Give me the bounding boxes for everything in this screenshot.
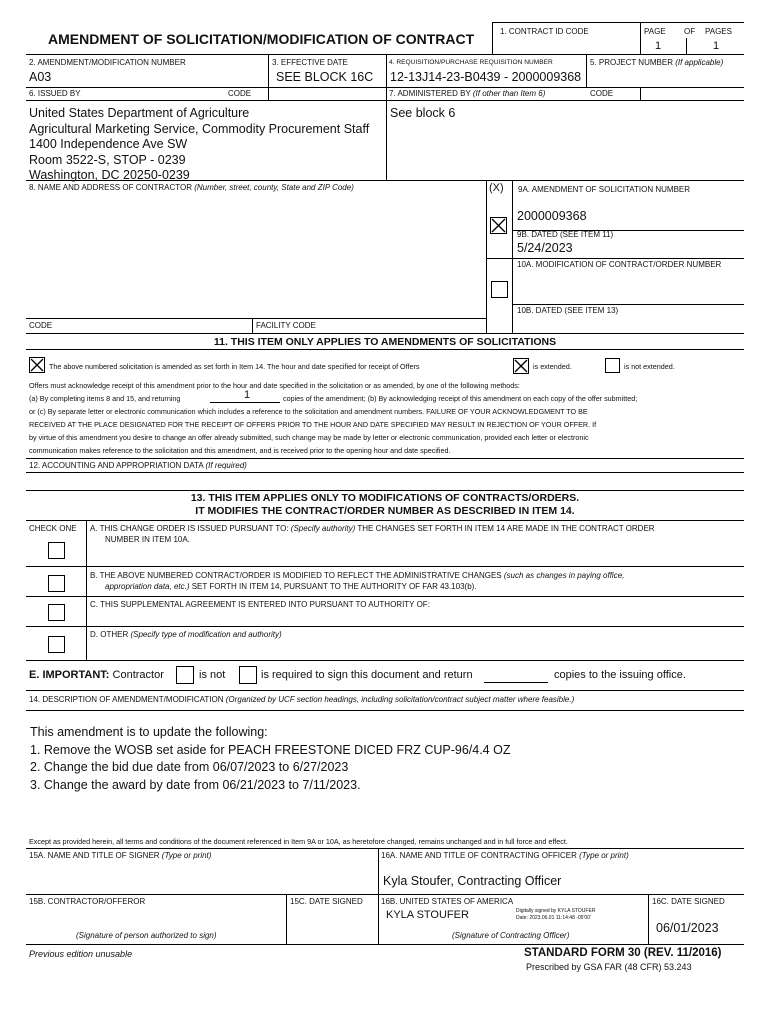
contractor-offeror-label: 15B. CONTRACTOR/OFFEROR xyxy=(29,897,146,906)
item13-title2: IT MODIFIES THE CONTRACT/ORDER NUMBER AS DESCRIBED IN ITEM 14. xyxy=(195,505,575,517)
item13b-note2: appropriation data, etc.) xyxy=(105,582,190,591)
check-x-icon xyxy=(491,218,506,233)
rule xyxy=(640,22,641,54)
item11-line4: or (c) By separate letter or electronic communication which includes a reference to the solicitation and amendment numbers. FAILURE OF YOUR ACKNOWLEDGMENT TO BE xyxy=(29,407,588,416)
item13d-note: (Specify type of modification and authority) xyxy=(130,630,282,639)
accounting-label xyxy=(29,461,247,470)
is-not-label: is not xyxy=(199,669,226,681)
project-number-note: (If applicable) xyxy=(675,58,724,67)
rule xyxy=(26,848,744,849)
address-line: United States Department of Agriculture xyxy=(29,106,250,120)
copies-underline xyxy=(210,402,280,403)
item14-note: (Organized by UCF section headings, including solicitation/contract subject matter where feasible.) xyxy=(225,695,575,704)
item14-description xyxy=(30,724,510,794)
signature-officer-label: (Signature of Contracting Officer) xyxy=(452,931,570,940)
item11-line3b: copies of the amendment; (b) By acknowledging receipt of this amendment on each copy of the offer submitted; xyxy=(283,394,638,403)
rule xyxy=(378,848,379,944)
item14-label-text: 14. DESCRIPTION OF AMENDMENT/MODIFICATION xyxy=(29,695,224,704)
rule xyxy=(26,690,744,691)
copies-tail-label: copies to the issuing office. xyxy=(554,669,686,681)
signer-name-label xyxy=(29,851,211,860)
rule xyxy=(26,472,744,473)
administered-by-label xyxy=(389,89,545,98)
signer-name-note: (Type or print) xyxy=(161,851,212,860)
effective-date-value[interactable]: SEE BLOCK 16C xyxy=(276,70,374,84)
of-label: OF xyxy=(684,27,696,36)
rule xyxy=(26,710,744,711)
officer-name-label xyxy=(381,851,629,860)
item13a-line1 xyxy=(90,524,655,533)
prescribed-by: Prescribed by GSA FAR (48 CFR) 53.243 xyxy=(526,962,692,972)
amend-solicitation-value[interactable]: 2000009368 xyxy=(517,209,587,223)
copies-return-underline xyxy=(484,682,548,683)
rule xyxy=(486,180,487,333)
check-9-checkbox[interactable] xyxy=(490,217,507,234)
contractor-label xyxy=(29,183,354,192)
date-signed-16c-value[interactable]: 06/01/2023 xyxy=(656,921,719,935)
signer-name-label-text: 15A. NAME AND TITLE OF SIGNER xyxy=(29,851,160,860)
rule xyxy=(286,894,287,944)
project-number-label-text: 5. PROJECT NUMBER xyxy=(590,58,673,67)
important-row xyxy=(29,669,164,681)
item13c-checkbox[interactable] xyxy=(48,604,65,621)
not-extended-checkbox[interactable] xyxy=(605,358,620,373)
digital-signature-line1: Digitally signed by KYLA STOUFER xyxy=(516,908,596,914)
page-number: 1 xyxy=(655,40,662,52)
rule xyxy=(26,54,744,55)
description-line: 2. Change the bid due date from 06/07/2023 to 6/27/2023 xyxy=(30,760,349,774)
item11-line3a: (a) By completing items 8 and 15, and returning xyxy=(29,394,181,403)
officer-name-value[interactable]: Kyla Stoufer, Contracting Officer xyxy=(383,874,562,888)
digital-signature-line2: Date: 2023.06.01 11:14:48 -05'00' xyxy=(516,915,591,921)
amend-number-label: 2. AMENDMENT/MODIFICATION NUMBER xyxy=(29,58,186,67)
contractor-label-text: 8. NAME AND ADDRESS OF CONTRACTOR xyxy=(29,183,192,192)
rule xyxy=(386,54,387,180)
not-extended-label: is not extended. xyxy=(624,362,675,371)
item11-line7: communication makes reference to the solicitation and this amendment, and is received prior to the opening hour and date specified. xyxy=(29,446,451,455)
rule xyxy=(268,54,269,100)
is-required-label: is required to sign this document and return xyxy=(261,669,473,681)
rule xyxy=(26,318,486,319)
modification-contract-label: 10A. MODIFICATION OF CONTRACT/ORDER NUMBER xyxy=(517,260,722,269)
item13b-note: (such as changes in paying office, xyxy=(503,571,625,580)
rule xyxy=(26,333,744,334)
copies-value[interactable]: 1 xyxy=(244,389,251,401)
accounting-note: (If required) xyxy=(205,461,247,470)
officer-name-note: (Type or print) xyxy=(579,851,629,860)
rule xyxy=(26,944,744,945)
rule xyxy=(486,258,744,259)
dated-9b-value[interactable]: 5/24/2023 xyxy=(517,241,573,255)
item13b-line2 xyxy=(105,582,477,591)
description-line: This amendment is to update the following: xyxy=(30,725,268,739)
rule xyxy=(86,520,87,660)
description-line: 1. Remove the WOSB set aside for PEACH FREESTONE DICED FRZ CUP-96/4.4 OZ xyxy=(30,742,511,757)
rule xyxy=(26,626,744,627)
item11-line1: The above numbered solicitation is amended as set forth in Item 14. The hour and date specified for receipt of Offers xyxy=(49,362,420,371)
form-number: STANDARD FORM 30 (REV. 11/2016) xyxy=(524,947,722,959)
address-line: Washington, DC 20250-0239 xyxy=(29,168,190,182)
page-label: PAGE xyxy=(644,27,666,36)
effective-date-label: 3. EFFECTIVE DATE xyxy=(272,58,348,67)
x-column-label: (X) xyxy=(489,182,504,194)
item13c-text: C. THIS SUPPLEMENTAL AGREEMENT IS ENTERED INTO PURSUANT TO AUTHORITY OF: xyxy=(90,600,430,609)
issued-by-label: 6. ISSUED BY xyxy=(29,89,81,98)
signature-person-label: (Signature of person authorized to sign) xyxy=(76,931,217,940)
rule xyxy=(26,458,744,459)
item13a-checkbox[interactable] xyxy=(48,542,65,559)
item13d-line xyxy=(90,630,282,639)
item13b-tail: SET FORTH IN ITEM 14, PURSUANT TO THE AUTHORITY OF FAR 43.103(b). xyxy=(189,582,477,591)
rule xyxy=(512,304,744,305)
rule xyxy=(586,54,587,87)
item11-line5: RECEIVED AT THE PLACE DESIGNATED FOR THE RECEIPT OF OFFERS PRIOR TO THE HOUR AND DATE SPECIFIED MAY RESULT IN REJECTION OF YOUR OFFER. If xyxy=(29,420,597,429)
item13b-line1 xyxy=(90,571,624,580)
item11-line6: by virtue of this amendment you desire to change an offer already submitted, such change may be made by letter or electronic communication, provided each letter or electronic xyxy=(29,433,589,442)
contractor-label-note: (Number, street, county, State and ZIP Code) xyxy=(194,183,354,192)
contractor-code-label: CODE xyxy=(29,321,53,330)
rule xyxy=(26,596,744,597)
rule xyxy=(640,87,641,100)
item13a-text: A. THIS CHANGE ORDER IS ISSUED PURSUANT TO: xyxy=(90,524,289,533)
rule xyxy=(26,87,744,88)
rule xyxy=(26,349,744,350)
item11-title: 11. THIS ITEM ONLY APPLIES TO AMENDMENTS OF SOLICITATIONS xyxy=(213,336,557,348)
address-line: Room 3522-S, STOP - 0239 xyxy=(29,152,186,167)
item13d-checkbox[interactable] xyxy=(48,636,65,653)
requisition-label: 4. REQUISITION/PURCHASE REQUISITION NUMBER xyxy=(389,59,553,66)
item13-title1: 13. THIS ITEM APPLIES ONLY TO MODIFICATIONS OF CONTRACTS/ORDERS. xyxy=(190,492,580,504)
item13a-line2: NUMBER IN ITEM 10A. xyxy=(105,535,190,544)
item13b-checkbox[interactable] xyxy=(48,575,65,592)
requisition-value[interactable]: 12-13J14-23-B0439 - 2000009368 xyxy=(390,70,582,84)
administered-by-note: (If other than Item 6) xyxy=(472,89,546,98)
extended-checkbox[interactable] xyxy=(513,358,529,374)
previous-edition-note: Previous edition unusable xyxy=(29,949,133,959)
is-not-checkbox[interactable] xyxy=(176,666,194,684)
item13a-note: (Specify authority) xyxy=(290,524,356,533)
rule xyxy=(26,490,744,491)
rule xyxy=(252,318,253,333)
item11-amended-checkbox[interactable] xyxy=(29,357,45,373)
item13b-text: B. THE ABOVE NUMBERED CONTRACT/ORDER IS MODIFIED TO REFLECT THE ADMINISTRATIVE CHANGES xyxy=(90,571,502,580)
important-contractor: Contractor xyxy=(112,669,164,681)
extended-label: is extended. xyxy=(533,362,572,371)
rule xyxy=(26,520,744,521)
dated-10b-label: 10B. DATED (SEE ITEM 13) xyxy=(517,306,619,315)
amend-solicitation-label: 9A. AMENDMENT OF SOLICITATION NUMBER xyxy=(518,185,691,194)
amend-number-value[interactable]: A03 xyxy=(29,70,52,84)
check-one-label: CHECK ONE xyxy=(29,524,77,533)
rule xyxy=(686,38,687,54)
digital-signature-name: KYLA STOUFER xyxy=(386,909,469,921)
usa-label: 16B. UNITED STATES OF AMERICA xyxy=(381,897,514,906)
contract-id-label: 1. CONTRACT ID CODE xyxy=(500,27,589,36)
item14-label xyxy=(29,695,574,704)
facility-code-label: FACILITY CODE xyxy=(256,321,316,330)
is-required-checkbox[interactable] xyxy=(239,666,257,684)
rule xyxy=(492,22,744,23)
rule xyxy=(492,22,493,54)
rule xyxy=(26,100,744,101)
date-signed-16c-label: 16C. DATE SIGNED xyxy=(652,897,725,906)
item13d-text: D. OTHER xyxy=(90,630,129,639)
rule xyxy=(512,180,513,333)
check-x-icon xyxy=(514,359,528,373)
admin-code-label: CODE xyxy=(590,89,614,98)
project-number-label xyxy=(590,58,723,67)
item13a-tail: THE CHANGES SET FORTH IN ITEM 14 ARE MADE IN THE CONTRACT ORDER xyxy=(355,524,655,533)
address-line: Agricultural Marketing Service, Commodity Procurement Staff xyxy=(29,121,370,136)
officer-name-label-text: 16A. NAME AND TITLE OF CONTRACTING OFFICER xyxy=(381,851,577,860)
item11-line2: Offers must acknowledge receipt of this amendment prior to the hour and date specified in the solicitation or as amended, by one of the following methods: xyxy=(29,381,520,390)
rule xyxy=(26,566,744,567)
check-x-icon xyxy=(30,358,44,372)
administered-by-value: See block 6 xyxy=(390,106,456,120)
rule xyxy=(26,660,744,661)
date-signed-15c-label: 15C. DATE SIGNED xyxy=(290,897,363,906)
address-line: 1400 Independence Ave SW xyxy=(29,137,188,151)
form-title: AMENDMENT OF SOLICITATION/MODIFICATION OF CONTRACT xyxy=(48,31,475,47)
description-line: 3. Change the award by date from 06/21/2023 to 7/11/2023. xyxy=(30,777,361,792)
except-text: Except as provided herein, all terms and conditions of the document referenced in Item 9A or 10A, as heretofore changed, remains unchanged and in full force and effect. xyxy=(29,837,568,846)
issued-by-address xyxy=(29,106,369,184)
dated-9b-label: 9B. DATED (SEE ITEM 11) xyxy=(517,230,614,239)
rule xyxy=(648,894,649,944)
pages-label: PAGES xyxy=(705,27,732,36)
important-label: E. IMPORTANT: xyxy=(29,669,110,681)
rule xyxy=(26,894,744,895)
issued-code-label: CODE xyxy=(228,89,252,98)
pages-total: 1 xyxy=(713,40,720,52)
accounting-label-text: 12. ACCOUNTING AND APPROPRIATION DATA xyxy=(29,461,204,470)
check-10-checkbox[interactable] xyxy=(491,281,508,298)
administered-by-label-text: 7. ADMINISTERED BY xyxy=(389,89,471,98)
